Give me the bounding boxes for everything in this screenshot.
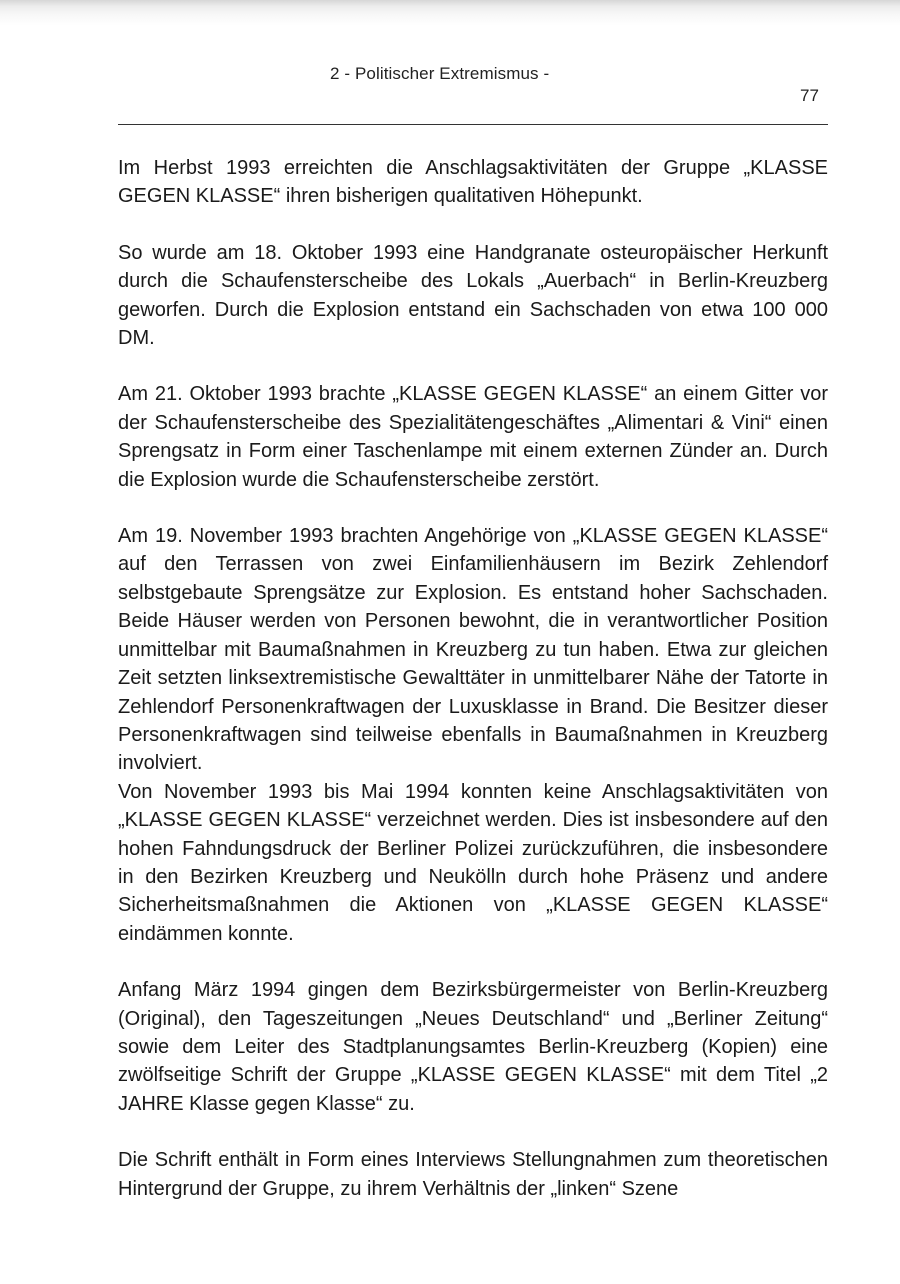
paragraph-5: Von November 1993 bis Mai 1994 konnten keine Anschlagsaktivitäten von „KLASSE GEGEN KLASSE“ verzeichnet werden. Dies ist insbesondere auf den hohen Fahndungsdruck der Berliner Polizei zurückzuführen, die insbesondere in den Bezirken Kreuzberg und Neukölln durch hohe Präsenz und andere Sicherheitsmaßnahmen die Aktionen von „KLASSE GEGEN KLASSE“ eindämmen konnte. [118, 780, 828, 945]
paragraph-4: Am 19. November 1993 brachten Angehörige von „KLASSE GEGEN KLASSE“ auf den Terrassen von zwei Einfamilienhäusern im Bezirk Zehlendorf selbstgebaute Sprengsätze zur Explosion. Es entstand hoher Sachschaden. Beide Häuser werden von Personen bewohnt, die in verantwortlicher Position unmittelbar mit Baumaßnahmen in Kreuzberg zu tun haben. Etwa zur gleichen Zeit setzten linksextremistische Gewalttäter in unmittelbarer Nähe der Tatorte in Zehlendorf Personenkraftwagen der Luxusklasse in Brand. Die Besitzer dieser Personenkraftwagen sind teilweise ebenfalls in Baumaßnahmen in Kreuzberg involviert. [118, 525, 828, 775]
page-number: 77 [800, 86, 819, 105]
paragraph-7: Die Schrift enthält in Form eines Interviews Stellungnahmen zum theoretischen Hintergrund der Gruppe, zu ihrem Verhältnis der „linken“ Szene [118, 1149, 828, 1200]
paragraph-6: Anfang März 1994 gingen dem Bezirksbürgermeister von Berlin-Kreuzberg (Original), den Tageszeitungen „Neues Deutschland“ und „Berliner Zeitung“ sowie dem Leiter des Stadtplanungsamtes Berlin-Kreuzberg (Kopien) eine zwölfseitige Schrift der Gruppe „KLASSE GEGEN KLASSE“ mit dem Titel „2 JAHRE Klasse gegen Klasse“ zu. [118, 979, 828, 1115]
paragraph-1: Im Herbst 1993 erreichten die Anschlagsaktivitäten der Gruppe „KLASSE GEGEN KLASSE“ ihren bisherigen qualitativen Höhepunkt. [118, 157, 828, 208]
paragraph-2: So wurde am 18. Oktober 1993 eine Handgranate osteuropäischer Herkunft durch die Schaufensterscheibe des Lokals „Auerbach“ in Berlin-Kreuzberg geworfen. Durch die Explosion entstand ein Sachschaden von etwa 100 000 DM. [118, 241, 828, 350]
paragraph-3: Am 21. Oktober 1993 brachte „KLASSE GEGEN KLASSE“ an einem Gitter vor der Schaufensterscheibe des Spezialitätengeschäftes „Alimentari & Vini“ einen Sprengsatz in Form einer Taschenlampe mit einem externen Zünder an. Durch die Explosion wurde die Schaufensterscheibe zerstört. [118, 383, 828, 491]
header-rule [118, 124, 828, 125]
body-text [118, 154, 828, 1203]
running-title: 2 - Politischer Extremismus - [330, 64, 550, 83]
